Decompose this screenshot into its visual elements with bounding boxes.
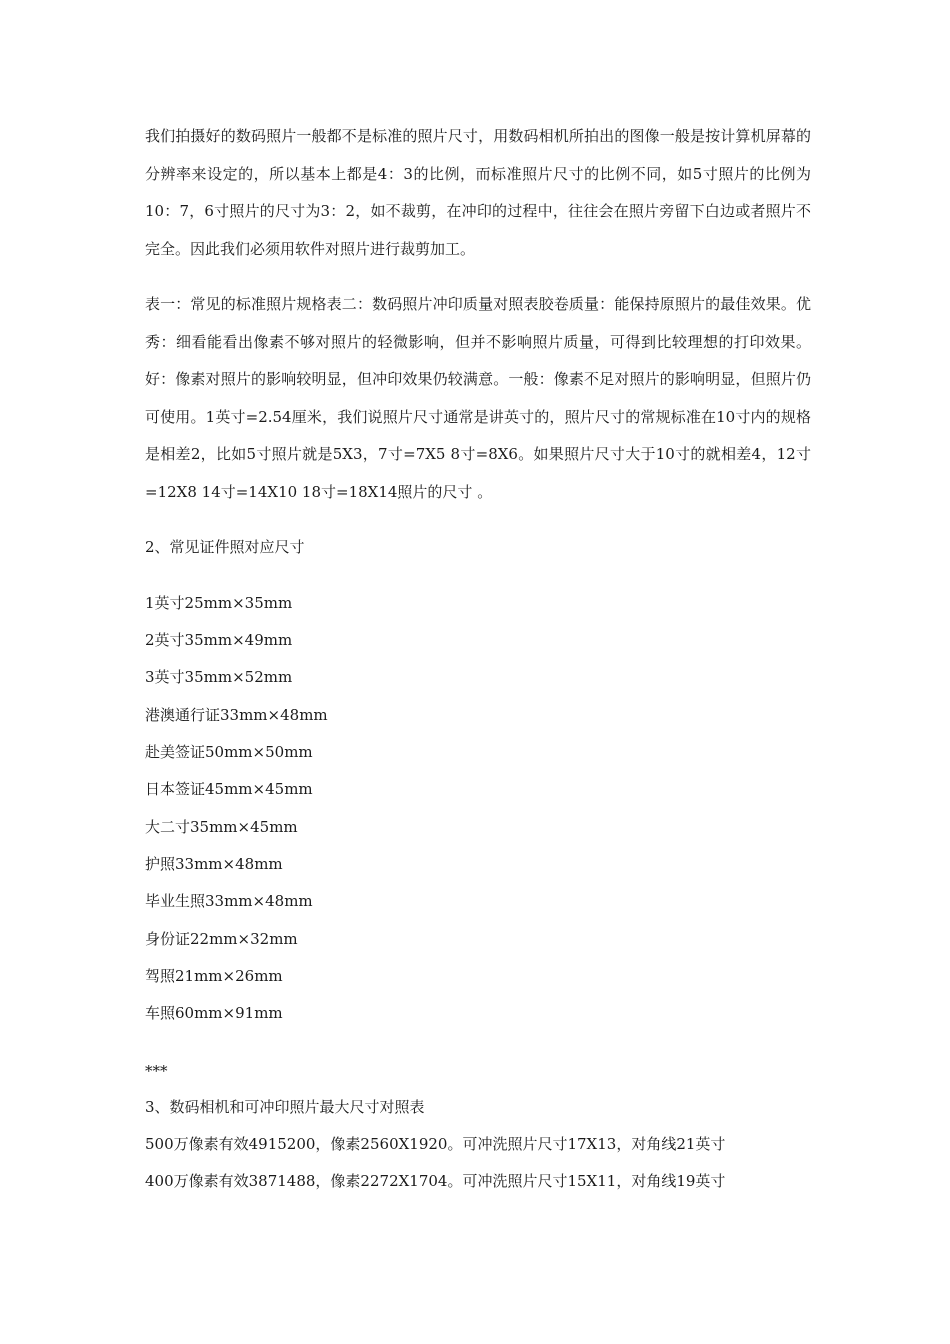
id-photo-item: 身份证22mm×32mm [145, 930, 298, 948]
id-photo-item: 毕业生照33mm×48mm [145, 892, 313, 910]
section-separator: *** [145, 1062, 168, 1080]
camera-spec-row: 400万像素有效3871488，像素2272X1704。可冲洗照片尺寸15X11，对角线19英寸 [145, 1172, 726, 1190]
id-photo-item: 赴美签证50mm×50mm [145, 743, 313, 761]
section-3-heading: 3、数码相机和可冲印照片最大尺寸对照表 [145, 1098, 425, 1116]
id-photo-item: 车照60mm×91mm [145, 1004, 283, 1022]
intro-paragraph: 我们拍摄好的数码照片一般都不是标准的照片尺寸，用数码相机所拍出的图像一般是按计算机屏幕的分辨率来设定的，所以基本上都是4：3的比例，而标准照片尺寸的比例不同，如5寸照片的比例为10：7，6寸照片的尺寸为3：2，如不裁剪，在冲印的过程中，往往会在照片旁留下白边或者照片不完全。因此我们必须用软件对照片进行裁剪加工。 [145, 127, 811, 258]
quality-paragraph: 表一：常见的标准照片规格表二：数码照片冲印质量对照表胶卷质量：能保持原照片的最佳效果。优秀：细看能看出像素不够对照片的轻微影响，但并不影响照片质量，可得到比较理想的打印效果。好：像素对照片的影响较明显，但冲印效果仍较满意。一般：像素不足对照片的影响明显，但照片仍可使用。1英寸=2.54厘米，我们说照片尺寸通常是讲英寸的，照片尺寸的常规标准在10寸内的规格是相差2，比如5寸照片就是5X3，7寸=7X5 8寸=8X6。如果照片尺寸大于10寸的就相差4，12寸=12X8 14寸=14X10 18寸=18X14照片的尺寸 。 [145, 295, 811, 501]
id-photo-item: 港澳通行证33mm×48mm [145, 706, 328, 724]
id-photo-item: 2英寸35mm×49mm [145, 631, 293, 649]
id-photo-item: 日本签证45mm×45mm [145, 780, 313, 798]
id-photo-item: 护照33mm×48mm [145, 855, 283, 873]
section-2-heading: 2、常见证件照对应尺寸 [145, 538, 305, 556]
id-photo-item: 3英寸35mm×52mm [145, 668, 293, 686]
id-photo-item: 1英寸25mm×35mm [145, 594, 293, 612]
camera-spec-row: 500万像素有效4915200，像素2560X1920。可冲洗照片尺寸17X13，对角线21英寸 [145, 1135, 726, 1153]
id-photo-item: 大二寸35mm×45mm [145, 818, 298, 836]
id-photo-item: 驾照21mm×26mm [145, 967, 283, 985]
